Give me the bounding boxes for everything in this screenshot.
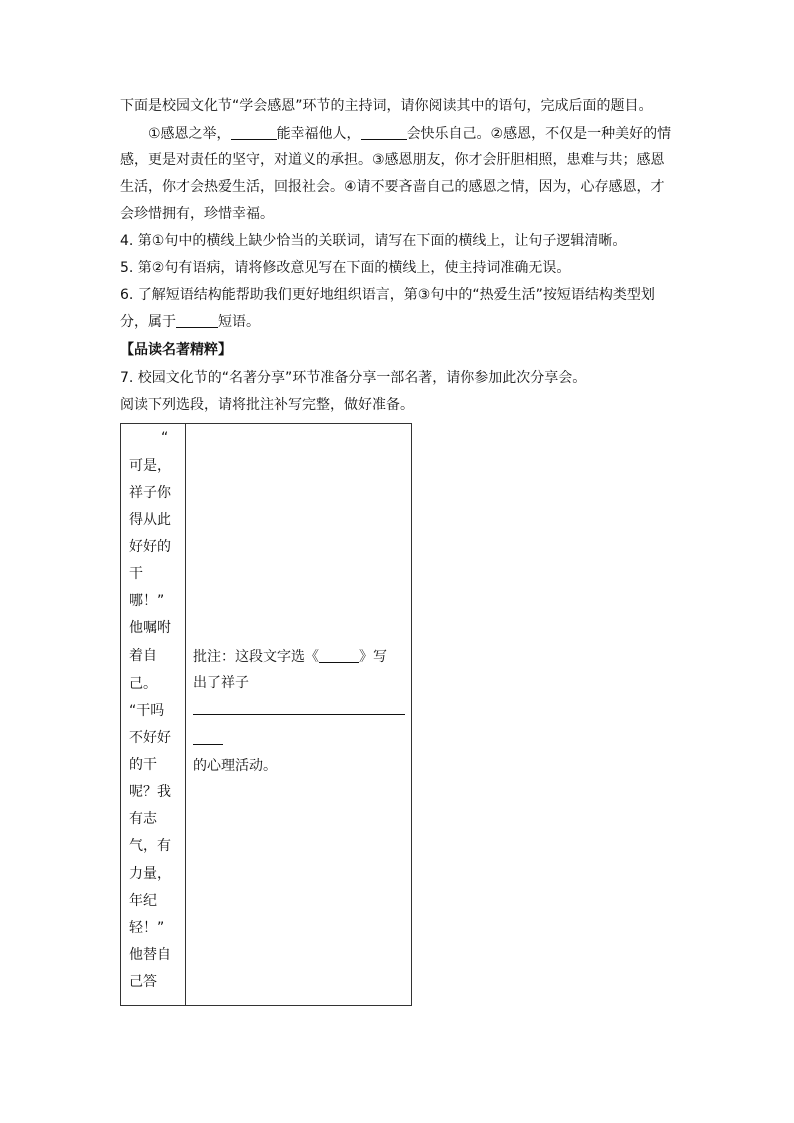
passage-line-2: 感，更是对责任的坚守，对道义的承担。③感恩朋友，你才会肝胆相照，患难与共；感恩 bbox=[120, 152, 665, 168]
question-6-line-2: 分，属于 短语。 bbox=[120, 314, 260, 330]
annotation-line-3: 的心理活动。 bbox=[193, 758, 277, 774]
excerpt-line: 哪！” bbox=[129, 593, 165, 609]
phrase-type-blank[interactable] bbox=[176, 313, 218, 328]
excerpt-line: 他替自 bbox=[129, 947, 171, 963]
annotation-line-1: 批注：这段文字选《 》写 bbox=[193, 649, 387, 665]
connective-blank-2[interactable] bbox=[361, 125, 407, 140]
intro-text: 下面是校园文化节“学会感恩”环节的主持词，请你阅读其中的语句，完成后面的题目。 bbox=[120, 98, 653, 114]
excerpt-line: “ bbox=[161, 430, 169, 446]
excerpt-line: 好好的 bbox=[129, 539, 171, 555]
excerpt-line: 年纪 bbox=[129, 893, 157, 909]
excerpt-line: 的干 bbox=[129, 757, 157, 773]
mental-activity-blank[interactable] bbox=[193, 714, 405, 715]
mental-activity-blank-continued[interactable] bbox=[193, 744, 223, 745]
excerpt-line: 祥子你 bbox=[129, 485, 171, 501]
connective-blank-1[interactable] bbox=[231, 125, 277, 140]
excerpt-line: 气，有 bbox=[129, 838, 171, 854]
question-4: 4. 第①句中的横线上缺少恰当的关联词，请写在下面的横线上，让句子逻辑清晰。 bbox=[120, 233, 627, 249]
excerpt-line: 有志 bbox=[129, 811, 157, 827]
excerpt-line: 呢？我 bbox=[129, 784, 171, 800]
section-heading: 【品读名著精粹】 bbox=[120, 342, 232, 358]
excerpt-line: 他嘱咐 bbox=[129, 620, 171, 636]
question-5: 5. 第②句有语病，请将修改意见写在下面的横线上，使主持词准确无误。 bbox=[120, 260, 571, 276]
excerpt-line: 己。 bbox=[129, 676, 157, 692]
passage-line-4: 会珍惜拥有，珍惜幸福。 bbox=[120, 206, 274, 222]
excerpt-line: 干 bbox=[129, 566, 143, 582]
excerpt-line: 己答 bbox=[129, 974, 157, 990]
excerpt-line: “干吗 bbox=[129, 703, 165, 719]
question-7-line-1: 7. 校园文化节的“名著分享”环节准备分享一部名著，请你参加此次分享会。 bbox=[120, 370, 587, 386]
excerpt-line: 力量， bbox=[129, 866, 171, 882]
excerpt-line: 着自 bbox=[129, 648, 157, 664]
excerpt-line: 轻！” bbox=[129, 920, 165, 936]
book-title-blank[interactable] bbox=[319, 648, 359, 663]
question-7-line-2: 阅读下列选段，请将批注补写完整，做好准备。 bbox=[120, 397, 414, 413]
annotation-line-2: 出了祥子 bbox=[193, 675, 249, 691]
excerpt-line: 可是， bbox=[129, 458, 171, 474]
excerpt-line: 不好好 bbox=[129, 730, 171, 746]
excerpt-line: 得从此 bbox=[129, 512, 171, 528]
excerpt-table bbox=[120, 423, 412, 1006]
passage-line-1: ①感恩之举， 能幸福他人， 会快乐自己。②感恩，不仅是一种美好的情 bbox=[148, 126, 672, 142]
passage-line-3: 生活，你才会热爱生活，回报社会。④请不要吝啬自己的感恩之情，因为，心存感恩，才 bbox=[120, 179, 665, 195]
column-divider bbox=[185, 424, 186, 1005]
question-6-line-1: 6. 了解短语结构能帮助我们更好地组织语言，第③句中的“热爱生活”按短语结构类型划 bbox=[120, 287, 655, 303]
